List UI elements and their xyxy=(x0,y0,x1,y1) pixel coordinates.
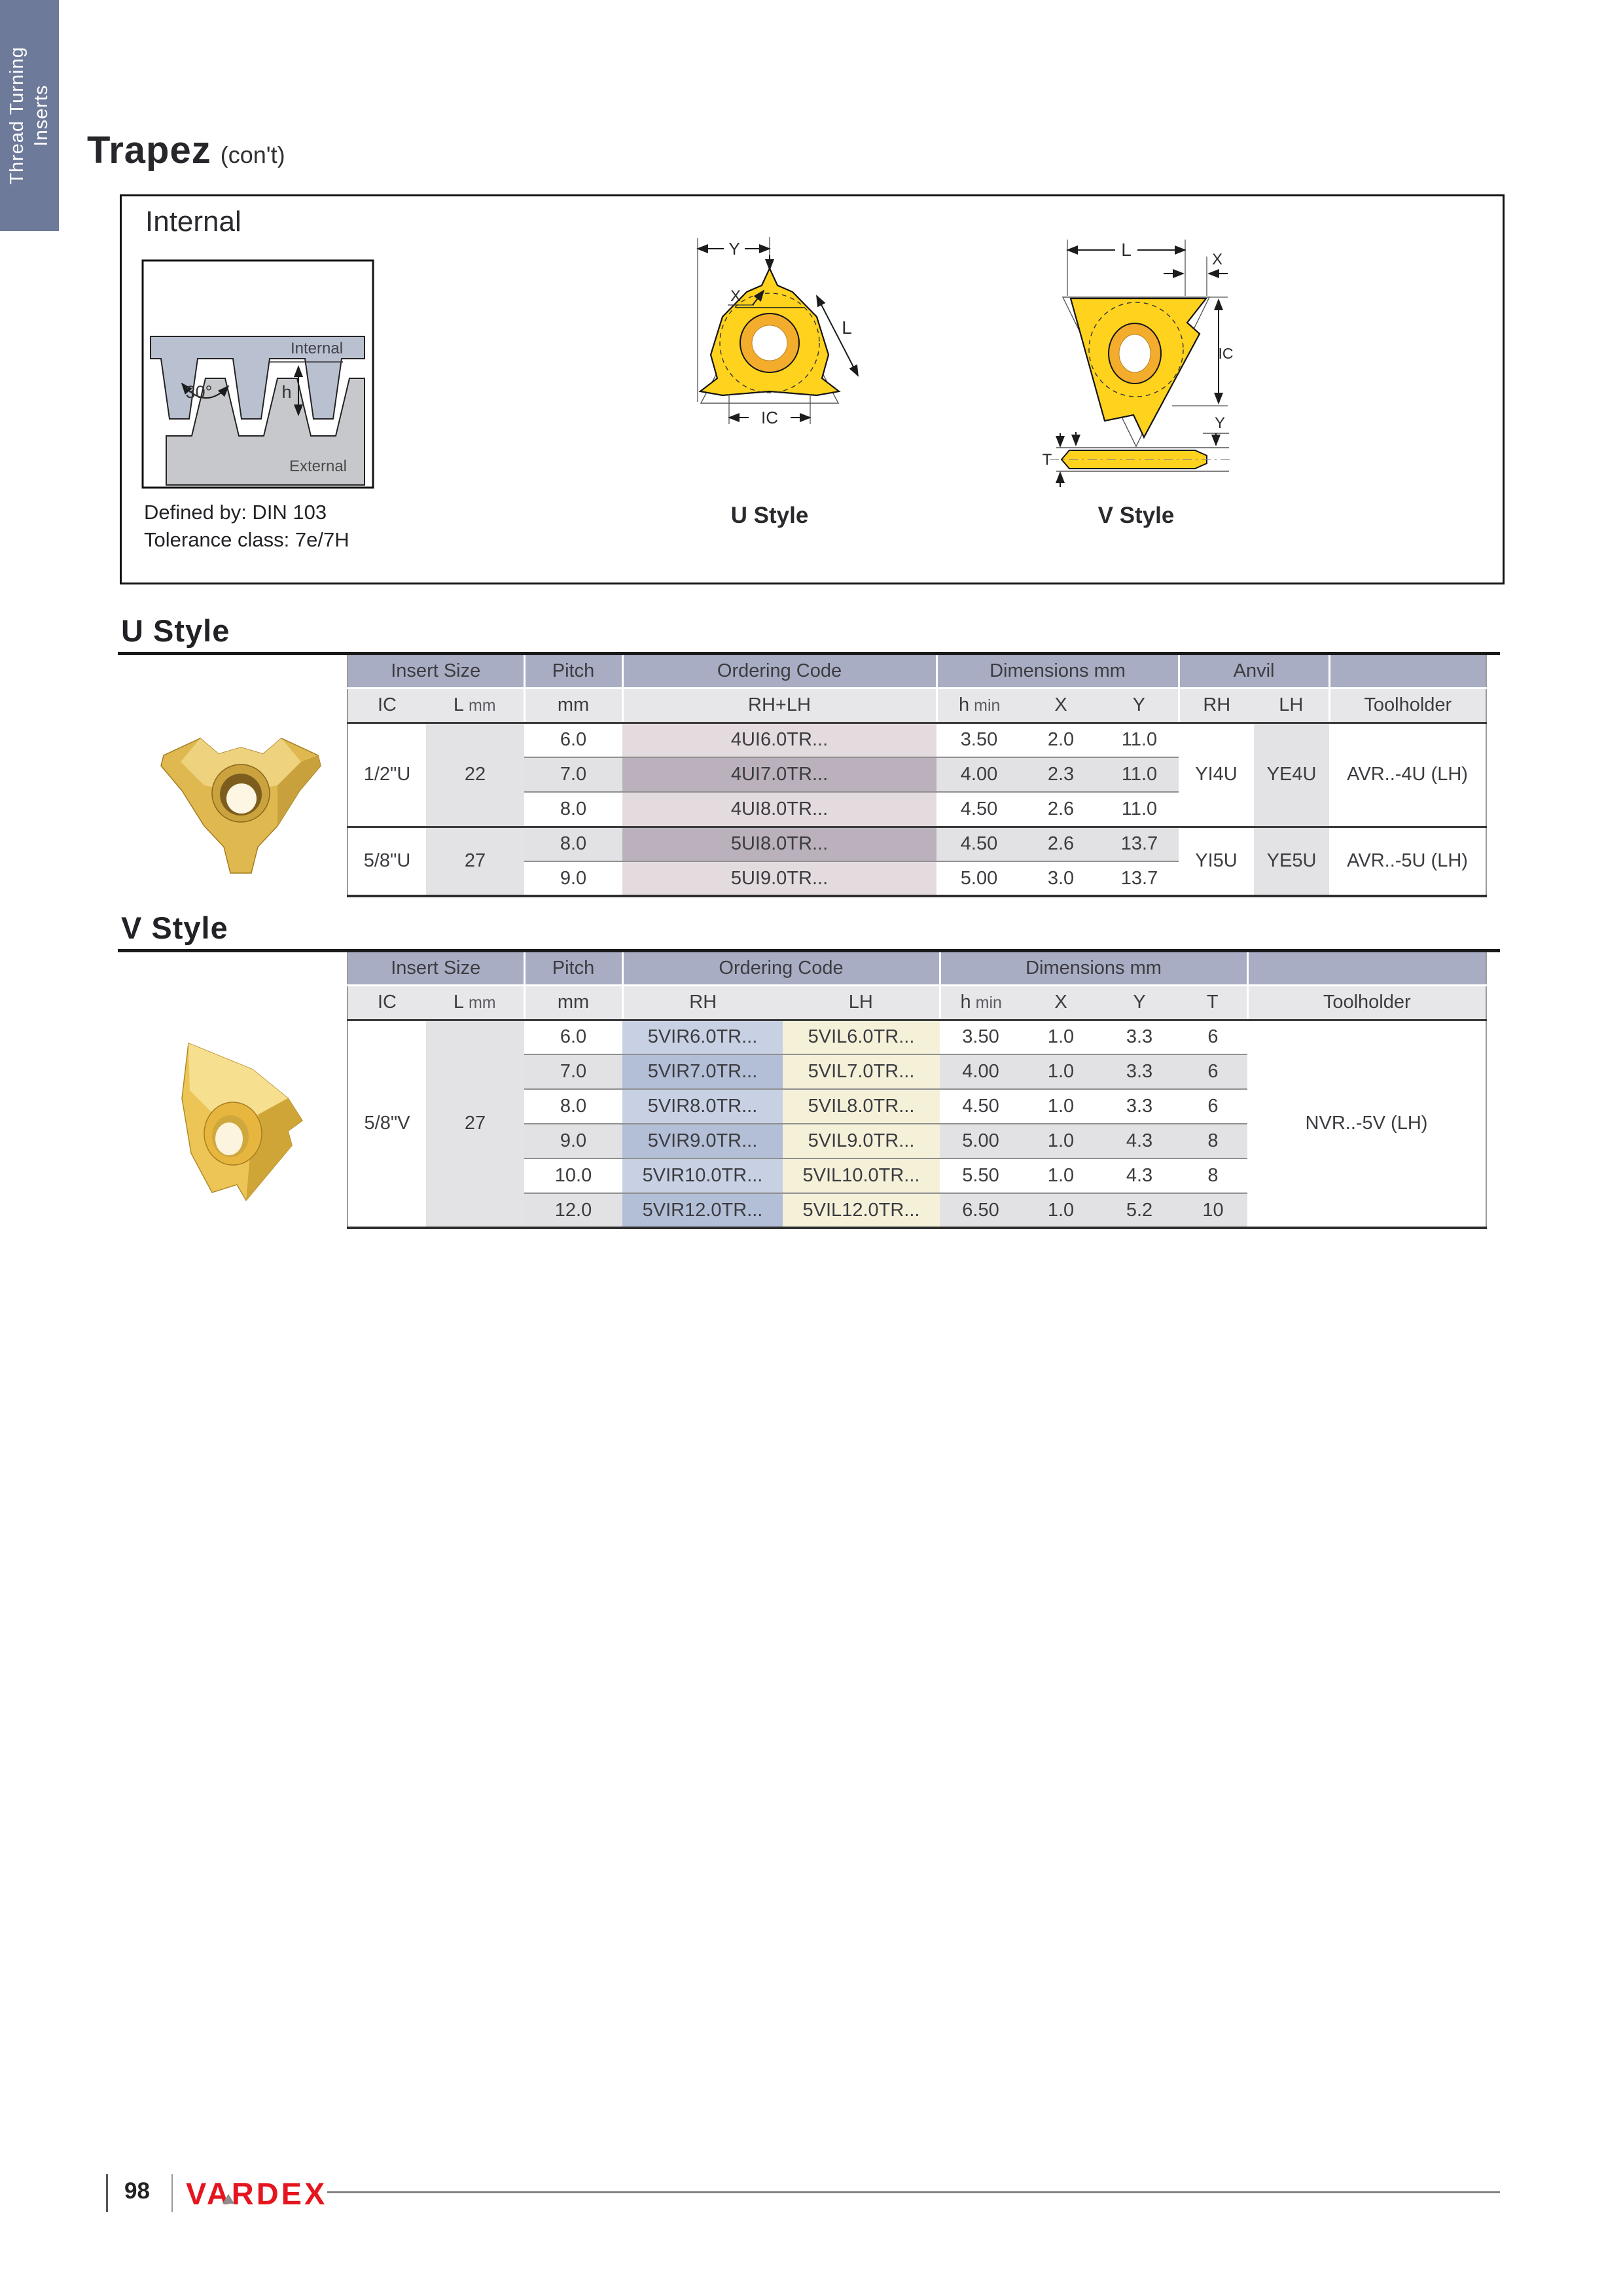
cell-hmin: 3.50 xyxy=(960,729,998,751)
v-style-diagram xyxy=(1038,230,1234,492)
page-title-main: Trapez xyxy=(87,129,211,171)
u-col-l-unit: mm xyxy=(468,696,496,715)
v-col-l-label: L xyxy=(453,992,464,1013)
cell-hmin: 6.50 xyxy=(940,1193,1022,1228)
vardex-triangle-icon xyxy=(223,2194,234,2204)
cell-y: 3.3 xyxy=(1100,1054,1179,1089)
u-header-dimensions: Dimensions mm xyxy=(936,655,1179,688)
cell-ic: 1/2"U xyxy=(363,764,411,785)
cell-pitch: 9.0 xyxy=(524,1124,622,1158)
v-col-y: Y xyxy=(1100,985,1179,1020)
cell-toolholder: NVR..-5V (LH) xyxy=(1305,1113,1428,1134)
v-col-header-row xyxy=(348,985,1486,1020)
v-label-x: X xyxy=(1211,251,1223,268)
sidebar-tab-text xyxy=(0,0,59,231)
u-style-table xyxy=(347,655,1487,897)
cell-y: 4.3 xyxy=(1100,1158,1179,1193)
v-header-insert-size: Insert Size xyxy=(348,952,524,985)
footer-divider-mid xyxy=(171,2174,173,2212)
cell-hmin: 4.00 xyxy=(940,1054,1022,1089)
u-col-pitch-unit: mm xyxy=(524,688,622,723)
cell-x: 3.0 xyxy=(1022,861,1100,896)
u-header-insert-size: Insert Size xyxy=(348,655,524,688)
v-col-rh: RH xyxy=(622,985,783,1020)
cell-hmin: 4.50 xyxy=(936,792,1022,827)
footer-divider-left xyxy=(106,2174,108,2212)
cell-l: 27 xyxy=(426,827,524,896)
u-label-x: X xyxy=(730,287,741,305)
sidebar-tab-line1: Thread Turning xyxy=(7,46,27,185)
cell-ordering-code: 4UI6.0TR... xyxy=(622,723,936,757)
v-col-l-unit: mm xyxy=(468,994,496,1012)
cell-rh-code: 5VIR8.0TR... xyxy=(622,1089,783,1124)
cell-ordering-code: 5UI8.0TR... xyxy=(622,827,936,861)
v-style-insert-photo xyxy=(148,1035,318,1225)
internal-definition-box xyxy=(120,194,1505,584)
u-col-h-label: h xyxy=(959,694,970,715)
cell-lh-code: 5VIL7.0TR... xyxy=(783,1054,940,1089)
internal-heading: Internal xyxy=(145,206,241,238)
cell-lh-code: 5VIL9.0TR... xyxy=(783,1124,940,1158)
v-label-t: T xyxy=(1042,451,1052,469)
definition-text xyxy=(144,499,349,554)
cell-hmin: 5.00 xyxy=(936,861,1022,896)
cell-t: 6 xyxy=(1179,1054,1247,1089)
v-header-dimensions: Dimensions mm xyxy=(940,952,1247,985)
cell-anvil-lh: YE4U xyxy=(1254,723,1329,827)
cell-lh-code: 5VIL12.0TR... xyxy=(783,1193,940,1228)
u-style-insert-photo xyxy=(149,728,332,880)
cell-toolholder: AVR..-5U (LH) xyxy=(1329,827,1486,896)
cell-hmin: 4.00 xyxy=(936,757,1022,792)
u-col-rh: RH xyxy=(1179,688,1254,723)
table-row xyxy=(348,723,1486,757)
v-style-section-heading: V Style xyxy=(121,910,228,945)
cell-pitch: 7.0 xyxy=(524,1054,622,1089)
v-photo-hole xyxy=(215,1122,243,1155)
cell-pitch: 8.0 xyxy=(524,1089,622,1124)
cell-y: 3.3 xyxy=(1100,1089,1179,1124)
cell-t: 6 xyxy=(1207,1026,1219,1048)
cell-x: 2.6 xyxy=(1022,792,1100,827)
u-header-blank xyxy=(1329,655,1486,688)
v-style-table-wrap xyxy=(347,952,1487,1229)
u-style-diagram xyxy=(671,230,868,435)
v-label-ic: IC xyxy=(1218,345,1234,362)
cell-anvil-rh: YI4U xyxy=(1195,764,1238,785)
cell-ic: 5/8"V xyxy=(364,1113,410,1134)
cell-ordering-code: 5UI9.0TR... xyxy=(622,861,936,896)
cell-anvil-lh: YE5U xyxy=(1254,827,1329,896)
u-hole xyxy=(752,325,787,361)
cell-x: 2.3 xyxy=(1022,757,1100,792)
u-label-l: L xyxy=(842,317,852,338)
cell-t: 8 xyxy=(1179,1158,1247,1193)
cell-y: 11.0 xyxy=(1121,729,1158,751)
v-header-ordering: Ordering Code xyxy=(622,952,940,985)
v-col-h-unit: min xyxy=(975,994,1002,1012)
cell-l: 22 xyxy=(426,723,524,827)
u-label-y: Y xyxy=(728,239,740,259)
vardex-logo-text: VARDEX xyxy=(186,2176,328,2211)
u-col-toolholder: Toolholder xyxy=(1329,688,1486,723)
profile-internal-label: Internal xyxy=(290,340,344,357)
u-header-anvil: Anvil xyxy=(1179,655,1329,688)
cell-ordering-code: 4UI8.0TR... xyxy=(622,792,936,827)
cell-y: 13.7 xyxy=(1100,861,1179,896)
cell-hmin: 4.50 xyxy=(936,827,1022,861)
u-diagram-caption: U Style xyxy=(730,503,809,528)
u-label-ic: IC xyxy=(761,408,778,427)
u-col-header-row xyxy=(348,688,1486,723)
cell-x: 1.0 xyxy=(1022,1054,1100,1089)
cell-pitch: 6.0 xyxy=(560,1026,587,1048)
footer-page-number: 98 xyxy=(124,2178,150,2204)
cell-toolholder: AVR..-4U (LH) xyxy=(1347,764,1468,785)
v-col-t: T xyxy=(1179,985,1247,1020)
v-group-header-row xyxy=(348,952,1486,985)
cell-x: 1.0 xyxy=(1022,1158,1100,1193)
tolerance-line: Tolerance class: 7e/7H xyxy=(144,528,349,551)
u-col-l-label: L xyxy=(453,694,464,715)
cell-x: 1.0 xyxy=(1022,1089,1100,1124)
v-header-blank xyxy=(1247,952,1486,985)
table-row xyxy=(348,1020,1486,1054)
cell-pitch: 12.0 xyxy=(524,1193,622,1228)
cell-y: 5.2 xyxy=(1100,1193,1179,1228)
u-style-section-heading: U Style xyxy=(121,613,230,648)
cell-rh-code: 5VIR10.0TR... xyxy=(622,1158,783,1193)
page-title xyxy=(87,128,285,172)
v-col-toolholder: Toolholder xyxy=(1247,985,1486,1020)
cell-t: 10 xyxy=(1179,1193,1247,1228)
cell-rh-code: 5VIR12.0TR... xyxy=(622,1193,783,1228)
u-header-ordering: Ordering Code xyxy=(622,655,936,688)
cell-rh-code: 5VIR7.0TR... xyxy=(622,1054,783,1089)
cell-t: 6 xyxy=(1179,1089,1247,1124)
sidebar-tab-line2: Inserts xyxy=(31,84,52,147)
sidebar-tab xyxy=(0,0,59,231)
vardex-logo xyxy=(186,2176,327,2210)
cell-y: 4.3 xyxy=(1100,1124,1179,1158)
cell-t: 8 xyxy=(1179,1124,1247,1158)
cell-y: 3.3 xyxy=(1126,1026,1153,1048)
defined-by-line: Defined by: DIN 103 xyxy=(144,501,327,524)
u-style-table-wrap xyxy=(347,655,1487,897)
cell-ic: 5/8"U xyxy=(348,827,426,896)
cell-pitch: 7.0 xyxy=(524,757,622,792)
cell-anvil-rh: YI5U xyxy=(1179,827,1254,896)
cell-x: 2.6 xyxy=(1022,827,1100,861)
cell-hmin: 4.50 xyxy=(940,1089,1022,1124)
v-diagram-caption: V Style xyxy=(1097,503,1175,528)
u-col-hmin xyxy=(936,688,1022,723)
cell-x: 1.0 xyxy=(1022,1193,1100,1228)
cell-hmin: 5.50 xyxy=(940,1158,1022,1193)
v-header-pitch: Pitch xyxy=(524,952,622,985)
v-col-h-label: h xyxy=(960,992,971,1013)
cell-lh-code: 5VIL10.0TR... xyxy=(783,1158,940,1193)
cell-rh-code: 5VIR6.0TR... xyxy=(622,1020,783,1054)
cell-hmin: 3.50 xyxy=(962,1026,999,1048)
u-group-header-row xyxy=(348,655,1486,688)
cell-y: 11.0 xyxy=(1100,757,1179,792)
v-col-x: X xyxy=(1022,985,1100,1020)
cell-y: 11.0 xyxy=(1100,792,1179,827)
cell-pitch: 8.0 xyxy=(524,792,622,827)
cell-hmin: 5.00 xyxy=(940,1124,1022,1158)
cell-pitch: 6.0 xyxy=(560,729,587,751)
u-header-pitch: Pitch xyxy=(524,655,622,688)
u-col-ordering-sub: RH+LH xyxy=(622,688,936,723)
u-col-l xyxy=(426,688,524,723)
cell-l: 27 xyxy=(426,1020,524,1228)
v-col-hmin xyxy=(940,985,1022,1020)
v-style-table xyxy=(347,952,1487,1229)
v-col-lh: LH xyxy=(783,985,940,1020)
cell-x: 1.0 xyxy=(1047,1026,1075,1048)
profile-h-label: h xyxy=(281,382,292,402)
cell-x: 1.0 xyxy=(1022,1124,1100,1158)
u-col-ic: IC xyxy=(348,688,426,723)
table-row xyxy=(348,827,1486,861)
cell-lh-code: 5VIL6.0TR... xyxy=(783,1020,940,1054)
v-col-ic: IC xyxy=(348,985,426,1020)
profile-external-label: External xyxy=(289,457,348,475)
cell-lh-code: 5VIL8.0TR... xyxy=(783,1089,940,1124)
profile-angle-label: 30° xyxy=(185,382,213,402)
v-col-pitch-unit: mm xyxy=(524,985,622,1020)
u-col-y: Y xyxy=(1100,688,1179,723)
u-col-x: X xyxy=(1022,688,1100,723)
thread-profile-diagram xyxy=(141,259,374,490)
footer-rule xyxy=(327,2191,1500,2193)
cell-y: 13.7 xyxy=(1100,827,1179,861)
u-col-lh: LH xyxy=(1254,688,1329,723)
u-col-h-unit: min xyxy=(974,696,1001,715)
u-photo-hole xyxy=(226,783,257,814)
v-label-y: Y xyxy=(1214,414,1226,432)
page-title-suffix: (con't) xyxy=(220,141,285,168)
cell-pitch: 9.0 xyxy=(524,861,622,896)
v-hole xyxy=(1119,334,1150,372)
v-label-l: L xyxy=(1121,240,1132,260)
cell-rh-code: 5VIR9.0TR... xyxy=(622,1124,783,1158)
v-col-l xyxy=(426,985,524,1020)
cell-pitch: 8.0 xyxy=(524,827,622,861)
cell-ordering-code: 4UI7.0TR... xyxy=(622,757,936,792)
cell-pitch: 10.0 xyxy=(524,1158,622,1193)
cell-x: 2.0 xyxy=(1047,729,1075,751)
